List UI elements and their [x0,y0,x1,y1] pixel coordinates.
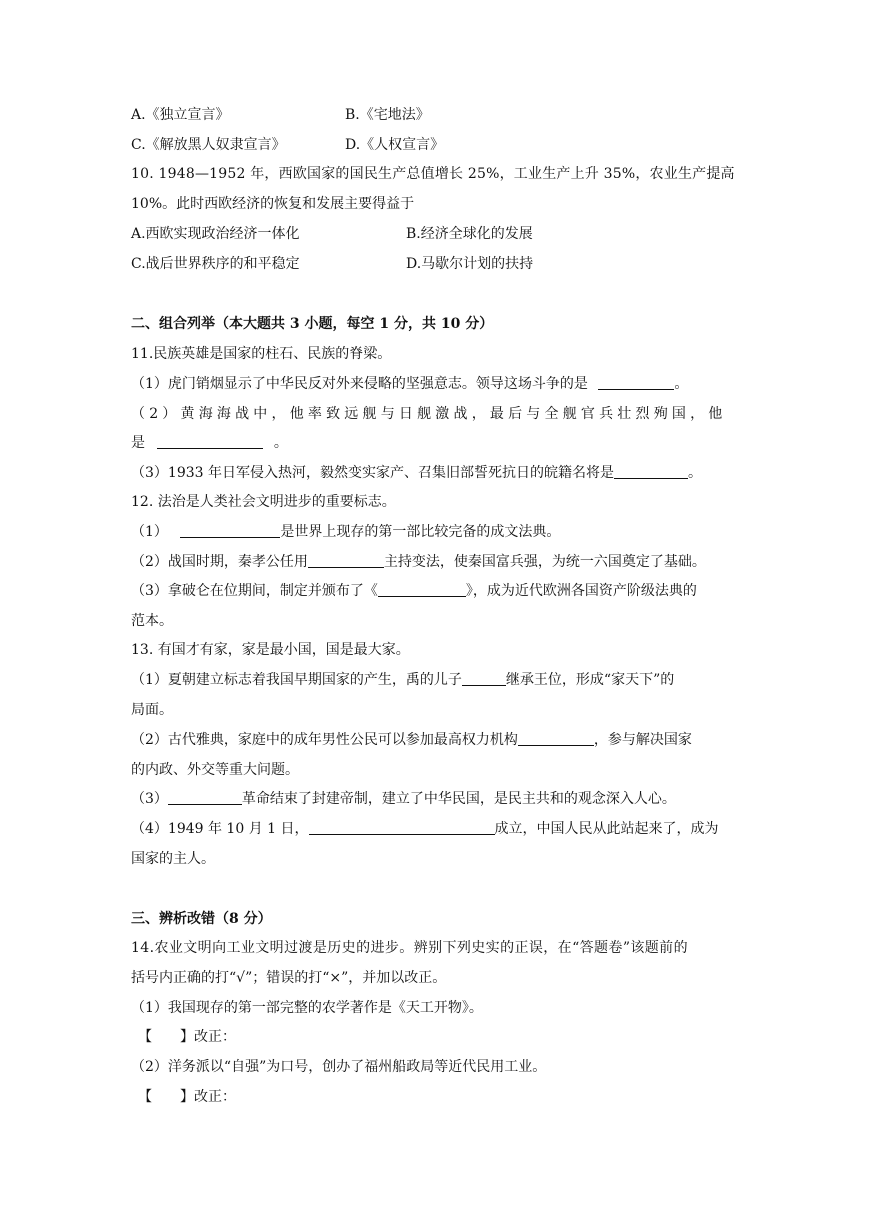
q9-option-a: A.《独立宣言》 [131,107,230,123]
q13-part3-post: 革命结束了封建帝制，建立了中华民国，是民主共和的观念深入人心。 [241,791,676,807]
q12-part3-post: 》，成为近代欧洲各国资产阶级法典的 [465,583,697,599]
q11-part2-line1: （2）黄海海战中，他率致远舰与日舰激战，最后与全舰官兵壮烈殉国，他 [131,406,727,422]
q14-bracket2: 【 】改正： [138,1089,236,1105]
q12-part1-pre: （1） [131,524,168,540]
q12-stem: 12. 法治是人类社会文明进步的重要标志。 [131,494,396,510]
q13-part1-post: 继承王位，形成“家天下”的 [505,672,675,688]
q10-option-c: C.战后世界秩序的和平稳定 [131,256,300,272]
q10-option-b: B.经济全球化的发展 [406,226,533,242]
q12-part3 [131,581,697,601]
q12-part3-line2: 范本。 [131,613,173,629]
q11-stem: 11.民族英雄是国家的柱石、民族的脊梁。 [131,346,392,362]
q11-part2-line2 [131,433,288,453]
q13-part4-pre: （4）1949 年 10 月 1 日， [131,821,309,837]
q11-part3-blank [614,464,688,479]
q13-part4-line2: 国家的主人。 [131,851,215,867]
q12-part2-post: 主持变法，使秦国富兵强，为统一六国奠定了基础。 [383,554,706,570]
q13-part2-blank [518,731,594,746]
q13-part1-blank [462,671,506,686]
q13-part1-line2: 局面。 [131,702,173,718]
q11-part3-text: （3）1933 年日军侵入热河，毅然变实家产、召集旧部誓死抗日的皖籍名将是 [131,465,614,481]
q9-option-c: C.《解放黑人奴隶宣言》 [131,137,286,153]
q11-part2-end: 。 [273,435,288,451]
q14-stem-line2: 括号内正确的打“√”；错误的打“×”，并加以改正。 [131,970,447,986]
q12-part1-blank [180,523,280,538]
q12-part1 [131,522,560,542]
q11-part1-blank [598,375,674,390]
q10-option-a: A.西欧实现政治经济一体化 [131,226,300,242]
q10-stem-line1: 10. 1948—1952 年，西欧国家的国民生产总值增长 25%，工业生产上升 35%，农业生产提高 [131,166,735,182]
q12-part3-pre: （3）拿破仑在位期间，制定并颁布了《 [131,583,378,599]
q13-part1-pre: （1）夏朝建立标志着我国早期国家的产生，禹的儿子 [131,672,462,688]
q11-part3-end: 。 [688,465,702,481]
q11-part1-end: 。 [674,376,689,392]
q11-part2-pre: 是 [131,435,145,451]
q13-part1 [131,670,674,690]
q14-bracket1: 【 】改正： [138,1029,236,1045]
q13-part3-pre: （3） [131,791,168,807]
q12-part2-blank [308,553,384,568]
q13-part2-post: ，参与解决国家 [593,732,692,748]
q14-stem-line1: 14.农业文明向工业文明过渡是历史的进步。辨别下列史实的正误，在“答题卷”该题前的 [131,940,688,956]
q12-part2 [131,552,706,572]
q9-option-b: B.《宅地法》 [345,107,430,123]
q13-part4-post: 成立，中国人民从此站起来了，成为 [494,821,719,837]
q13-part2-line2: 的内政、外交等重大问题。 [131,762,299,778]
q14-part1: （1）我国现存的第一部完整的农学著作是《天工开物》。 [131,1000,483,1016]
q12-part2-pre: （2）战国时期，秦孝公任用 [131,554,308,570]
q13-part3-blank [168,790,242,805]
q13-part2 [131,730,692,750]
q11-part2-blank [157,434,263,449]
q13-part4 [131,819,719,839]
q10-option-d: D.马歇尔计划的扶持 [406,256,534,272]
q13-part2-pre: （2）古代雅典，家庭中的成年男性公民可以参加最高权力机构 [131,732,518,748]
section3-heading: 三、辨析改错（8 分） [131,911,272,927]
q13-part4-blank [309,820,495,835]
q10-stem-line2: 10%。此时西欧经济的恢复和发展主要得益于 [131,196,415,212]
q13-part3 [131,789,676,809]
q12-part1-post: 是世界上现存的第一部比较完备的成文法典。 [280,524,561,540]
section2-heading: 二、组合列举（本大题共 3 小题，每空 1 分，共 10 分） [131,316,494,332]
q11-part3 [131,463,702,483]
q13-stem: 13. 有国才有家，家是最小国，国是最大家。 [131,642,410,658]
q9-option-d: D.《人权宣言》 [345,137,445,153]
q12-part3-blank [378,582,466,597]
q11-part1 [131,374,688,394]
q11-part1-text: （1）虎门销烟显示了中华民反对外来侵略的坚强意志。领导这场斗争的是 [131,376,588,392]
q14-part2: （2）洋务派以“自强”为口号，创办了福州船政局等近代民用工业。 [131,1059,547,1075]
